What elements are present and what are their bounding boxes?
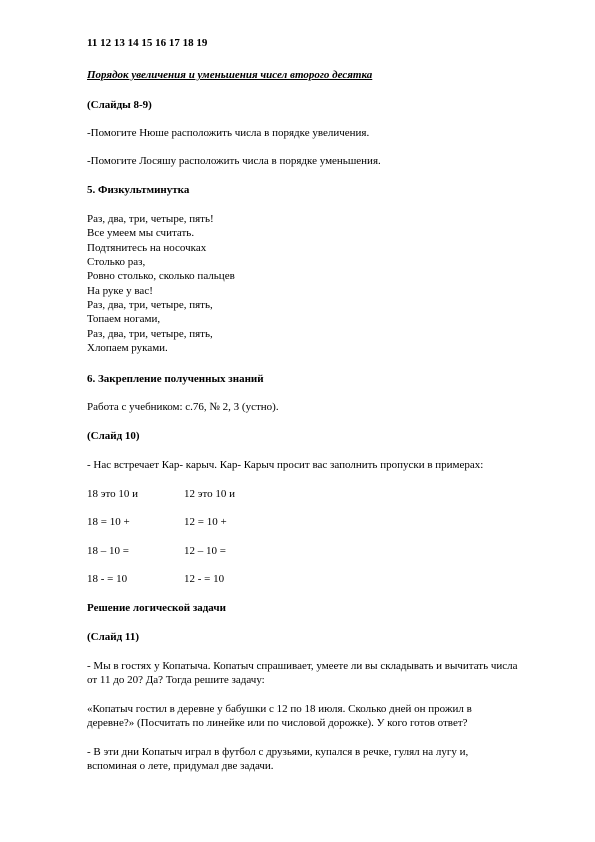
closing-text-line: вспоминая о лете, придумал две задачи.	[87, 760, 274, 772]
poem-line: Раз, два, три, четыре, пять!	[87, 213, 214, 225]
slide-10-label: (Слайд 10)	[87, 430, 140, 442]
poem-line: Ровно столько, сколько пальцев	[87, 270, 235, 282]
example-right: 12 это 10 и	[184, 488, 236, 500]
slide-11-label: (Слайд 11)	[87, 631, 139, 643]
textbook-work: Работа с учебником: с.76, № 2, 3 (устно).	[87, 401, 279, 413]
karkarych-text: - Нас встречает Кар- карыч. Кар- Карыч просит вас заполнить пропуски в примерах:	[87, 459, 484, 471]
consolidation-heading: 6. Закрепление полученных знаний	[87, 373, 264, 385]
example-right: 12 = 10 +	[184, 516, 227, 528]
poem-line: Топаем ногами,	[87, 313, 161, 325]
physminute-heading: 5. Физкультминутка	[87, 184, 190, 196]
example-left: 18 - = 10	[87, 573, 128, 585]
closing-text-line: - В эти дни Копатыч играл в футбол с друзьями, купался в речке, гулял на лугу и,	[87, 746, 469, 758]
example-left: 18 – 10 =	[87, 545, 129, 557]
number-sequence: 11 12 13 14 15 16 17 18 19	[87, 37, 208, 49]
poem-line: Все умеем мы считать.	[87, 227, 195, 239]
slides-8-9-label: (Слайды 8-9)	[87, 99, 152, 111]
example-left: 18 = 10 +	[87, 516, 130, 528]
task-losyash: -Помогите Лосяшу расположить числа в порядке уменьшения.	[87, 155, 381, 167]
poem-line: Раз, два, три, четыре, пять,	[87, 328, 213, 340]
example-right: 12 - = 10	[184, 573, 225, 585]
kopatych-intro-line: - Мы в гостях у Копатыча. Копатыч спрашивает, умеете ли вы складывать и вычитать числа	[87, 660, 518, 672]
section-heading: Порядок увеличения и уменьшения чисел второго десятка	[87, 69, 373, 81]
poem-line: Хлопаем руками.	[87, 342, 168, 354]
poem-line: Столько раз,	[87, 256, 146, 268]
poem-line: Раз, два, три, четыре, пять,	[87, 299, 213, 311]
example-left: 18 это 10 и	[87, 488, 139, 500]
task-nyusha: -Помогите Нюше расположить числа в порядке увеличения.	[87, 127, 370, 139]
poem-line: Подтянитесь на носочках	[87, 242, 207, 254]
logic-heading: Решение логической задачи	[87, 602, 226, 614]
example-right: 12 – 10 =	[184, 545, 226, 557]
poem-line: На руке у вас!	[87, 285, 153, 297]
problem-text-line: деревне?» (Посчитать по линейке или по числовой дорожке). У кого готов ответ?	[87, 717, 468, 729]
kopatych-intro-line: от 11 до 20? Да? Тогда решите задачу:	[87, 674, 265, 686]
problem-text-line: «Копатыч гостил в деревне у бабушки с 12 по 18 июля. Сколько дней он прожил в	[87, 703, 472, 715]
